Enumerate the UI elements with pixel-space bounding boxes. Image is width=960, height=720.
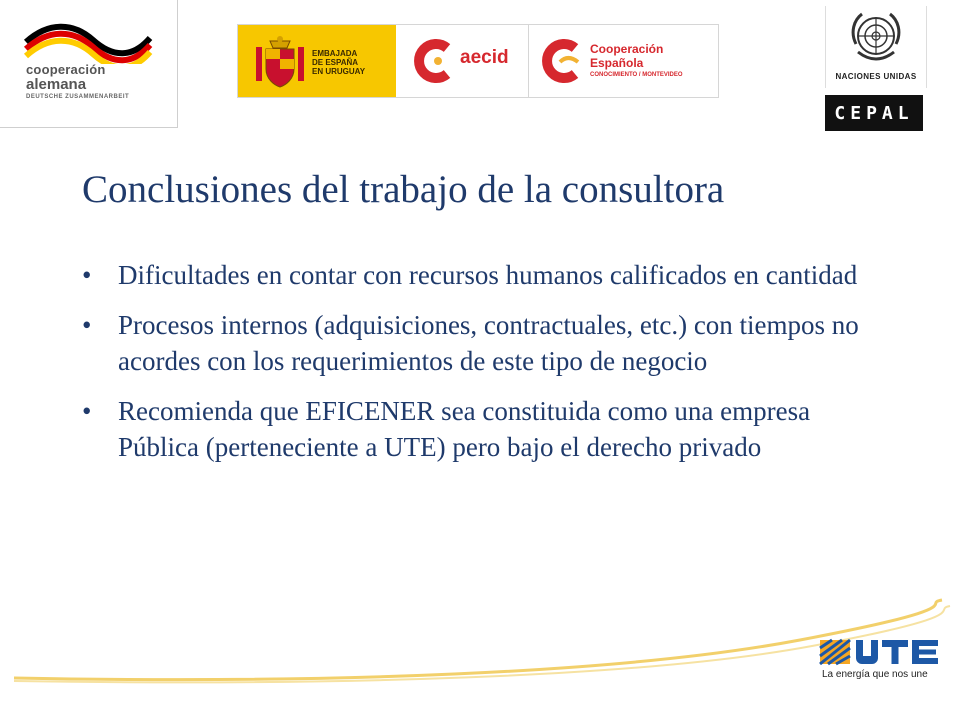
embajada-text bbox=[312, 49, 392, 76]
aecid-c-icon bbox=[410, 38, 456, 84]
decorative-swoosh bbox=[0, 590, 960, 690]
alemana-line1: cooperación bbox=[26, 62, 106, 77]
cooperacion-espanola-logo bbox=[530, 25, 718, 97]
bullet-item bbox=[82, 257, 872, 293]
slide-title: Conclusiones del trabajo de la consultora bbox=[82, 168, 725, 211]
cooperacion-espanola-line1: Cooperación bbox=[590, 42, 664, 56]
bullet-item bbox=[82, 307, 872, 379]
cepal-label: CEPAL bbox=[834, 102, 914, 124]
aecid-label: aecid bbox=[460, 47, 509, 68]
german-flag-wave-icon bbox=[18, 20, 158, 64]
un-emblem-icon bbox=[848, 8, 904, 68]
embajada-logo bbox=[238, 25, 396, 97]
cooperacion-espanola-line2: Española bbox=[590, 56, 644, 70]
cepal-logo bbox=[825, 95, 923, 131]
aecid-logo bbox=[398, 25, 529, 97]
spain-coat-of-arms-icon bbox=[252, 33, 308, 89]
un-label: NACIONES UNIDAS bbox=[835, 72, 917, 81]
ute-tagline: La energía que nos une bbox=[822, 669, 928, 680]
alemana-line3: DEUTSCHE ZUSAMMENARBEIT bbox=[26, 94, 130, 100]
bullet-marker: • bbox=[82, 310, 92, 340]
bullet-list bbox=[82, 257, 872, 479]
spanish-logos-bar bbox=[237, 24, 719, 98]
bullet-text: Procesos internos (adquisiciones, contractuales, etc.) con tiempos no acordes con los requerimientos de este tipo de negocio bbox=[118, 310, 859, 376]
ute-wordmark-icon bbox=[818, 636, 943, 668]
ute-logo bbox=[818, 636, 943, 686]
bullet-item bbox=[82, 393, 872, 465]
naciones-unidas-logo bbox=[825, 6, 927, 88]
cooperacion-espanola-line3: CONOCIMIENTO / MONTEVIDEO bbox=[590, 72, 683, 78]
alemana-line2: alemana bbox=[26, 76, 87, 93]
embajada-line: DE ESPAÑA bbox=[312, 58, 359, 67]
cooperacion-alemana-logo bbox=[0, 0, 178, 128]
embajada-line: EN URUGUAY bbox=[312, 67, 366, 76]
bullet-text: Dificultades en contar con recursos humanos calificados en cantidad bbox=[118, 260, 858, 290]
bullet-marker: • bbox=[82, 396, 92, 426]
cooperacion-espanola-c-icon bbox=[538, 38, 584, 84]
bullet-text: Recomienda que EFICENER sea constituida como una empresa Pública (perteneciente a UTE) pero bajo el derecho privado bbox=[118, 396, 811, 462]
embajada-line: EMBAJADA bbox=[312, 49, 358, 58]
bullet-marker: • bbox=[82, 260, 92, 290]
